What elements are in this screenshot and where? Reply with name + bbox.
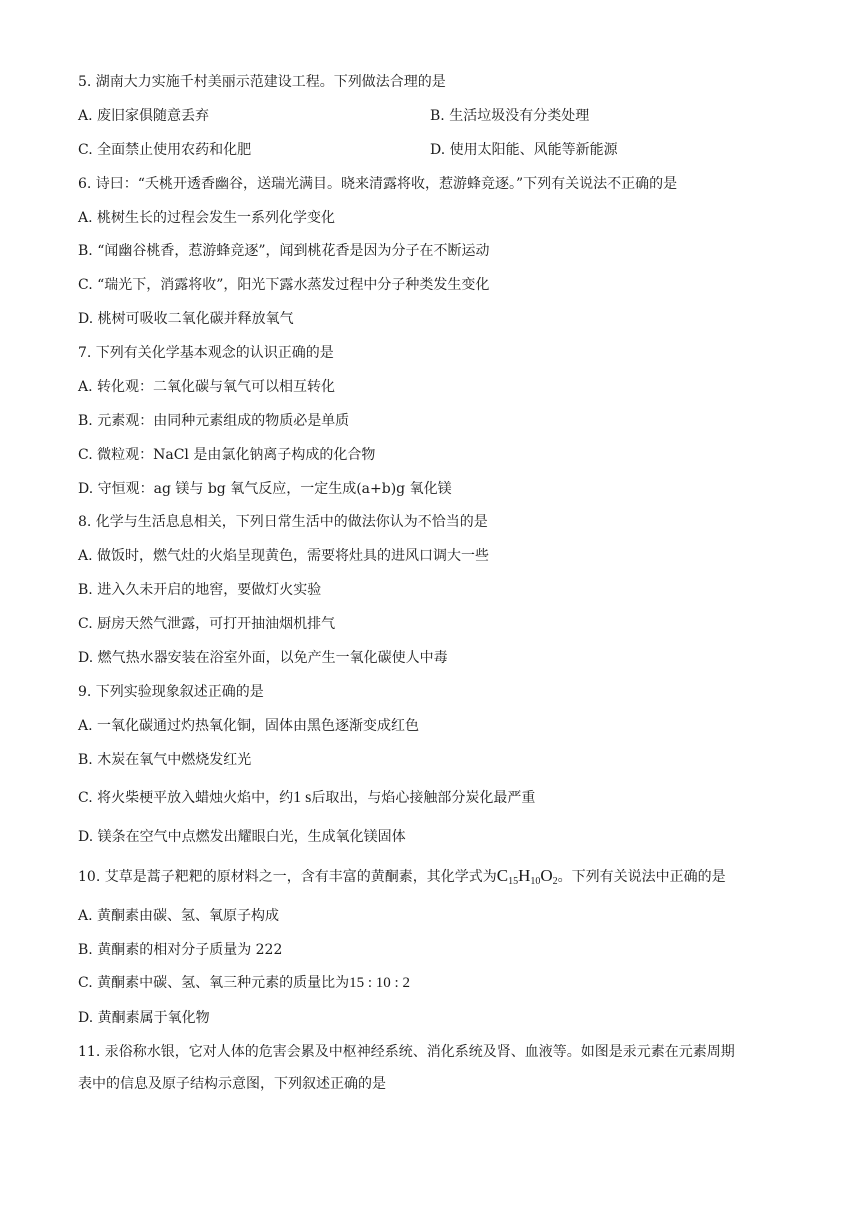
q11-stem-line2: 表中的信息及原子结构示意图，下列叙述正确的是 xyxy=(78,1076,386,1092)
q9-option-a: A. 一氧化碳通过灼热氧化铜，固体由黑色逐渐变成红色 xyxy=(78,718,420,734)
q10-option-b: B. 黄酮素的相对分子质量为 222 xyxy=(78,942,283,958)
q5-option-c: C. 全面禁止使用农药和化肥 xyxy=(78,142,252,158)
formula-hydrogen-subscript: 10 xyxy=(530,876,541,887)
q5-option-a: A. 废旧家俱随意丢弃 xyxy=(78,108,210,124)
q7-stem: 7. 下列有关化学基本观念的认识正确的是 xyxy=(78,345,334,361)
q8-option-a: A. 做饭时，燃气灶的火焰呈现黄色，需要将灶具的进风口调大一些 xyxy=(78,548,490,564)
q9-option-c xyxy=(78,788,535,808)
q7-option-c: C. 微粒观：NaCl 是由氯化钠离子构成的化合物 xyxy=(78,447,376,463)
q8-option-b: B. 进入久未开启的地窖，要做灯火实验 xyxy=(78,582,322,598)
q7-option-d: D. 守恒观：ag 镁与 bg 氧气反应，一定生成(a+b)g 氧化镁 xyxy=(78,481,452,497)
q10-option-c-ratio: 15 : 10 : 2 xyxy=(349,975,410,991)
q11-stem-line1: 11. 汞俗称水银，它对人体的危害会累及中枢神经系统、消化系统及肾、血液等。如图是汞元素在元素周期 xyxy=(78,1044,735,1060)
q10-stem-text-after: 。下列有关说法中正确的是 xyxy=(557,869,726,885)
q10-stem xyxy=(78,866,726,892)
formula-hydrogen: H xyxy=(518,866,531,885)
q10-option-d: D. 黄酮素属于氧化物 xyxy=(78,1010,210,1026)
q6-option-a: A. 桃树生长的过程会发生一系列化学变化 xyxy=(78,210,336,226)
q8-option-c: C. 厨房天然气泄露，可打开抽油烟机排气 xyxy=(78,616,336,632)
q10-stem-text-before: 10. 艾草是蒿子粑粑的原材料之一，含有丰富的黄酮素，其化学式为 xyxy=(78,869,497,885)
q7-option-b: B. 元素观：由同种元素组成的物质必是单质 xyxy=(78,413,350,429)
q9-option-d: D. 镁条在空气中点燃发出耀眼白光，生成氧化镁固体 xyxy=(78,829,406,845)
formula-oxygen: O xyxy=(540,866,553,885)
q10-option-a: A. 黄酮素由碳、氢、氧原子构成 xyxy=(78,908,280,924)
q5-option-b: B. 生活垃圾没有分类处理 xyxy=(430,108,590,124)
q9-option-c-duration: 1 s xyxy=(293,789,312,806)
q8-option-d: D. 燃气热水器安装在浴室外面，以免产生一氧化碳使人中毒 xyxy=(78,650,448,666)
q8-stem: 8. 化学与生活息息相关，下列日常生活中的做法你认为不恰当的是 xyxy=(78,514,488,530)
formula-oxygen-subscript: 2 xyxy=(552,876,558,887)
q10-option-c xyxy=(78,973,410,993)
q5-option-d: D. 使用太阳能、风能等新能源 xyxy=(430,142,618,158)
q9-option-c-text-before: C. 将火柴梗平放入蜡烛火焰中，约 xyxy=(78,790,294,806)
q9-stem: 9. 下列实验现象叙述正确的是 xyxy=(78,684,264,700)
q9-option-c-text-after: 后取出，与焰心接触部分炭化最严重 xyxy=(311,790,536,806)
q6-option-c: C. “瑞光下，消露将收”，阳光下露水蒸发过程中分子种类发生变化 xyxy=(78,277,490,293)
q10-option-c-text: C. 黄酮素中碳、氢、氧三种元素的质量比为 xyxy=(78,975,350,991)
q6-option-d: D. 桃树可吸收二氧化碳并释放氧气 xyxy=(78,311,294,327)
q6-stem: 6. 诗曰：“夭桃开透香幽谷，送瑞光满目。晓来清露将收，惹游蜂竞逐。”下列有关说法不正确的是 xyxy=(78,176,678,192)
q7-option-a: A. 转化观：二氧化碳与氧气可以相互转化 xyxy=(78,379,336,395)
q6-option-b: B. “闻幽谷桃香，惹游蜂竞逐”，闻到桃花香是因为分子在不断运动 xyxy=(78,243,490,259)
formula-carbon-subscript: 15 xyxy=(508,876,519,887)
formula-carbon: C xyxy=(496,866,509,885)
q5-stem: 5. 湖南大力实施千村美丽示范建设工程。下列做法合理的是 xyxy=(78,74,446,90)
q9-option-b: B. 木炭在氧气中燃烧发红光 xyxy=(78,752,252,768)
